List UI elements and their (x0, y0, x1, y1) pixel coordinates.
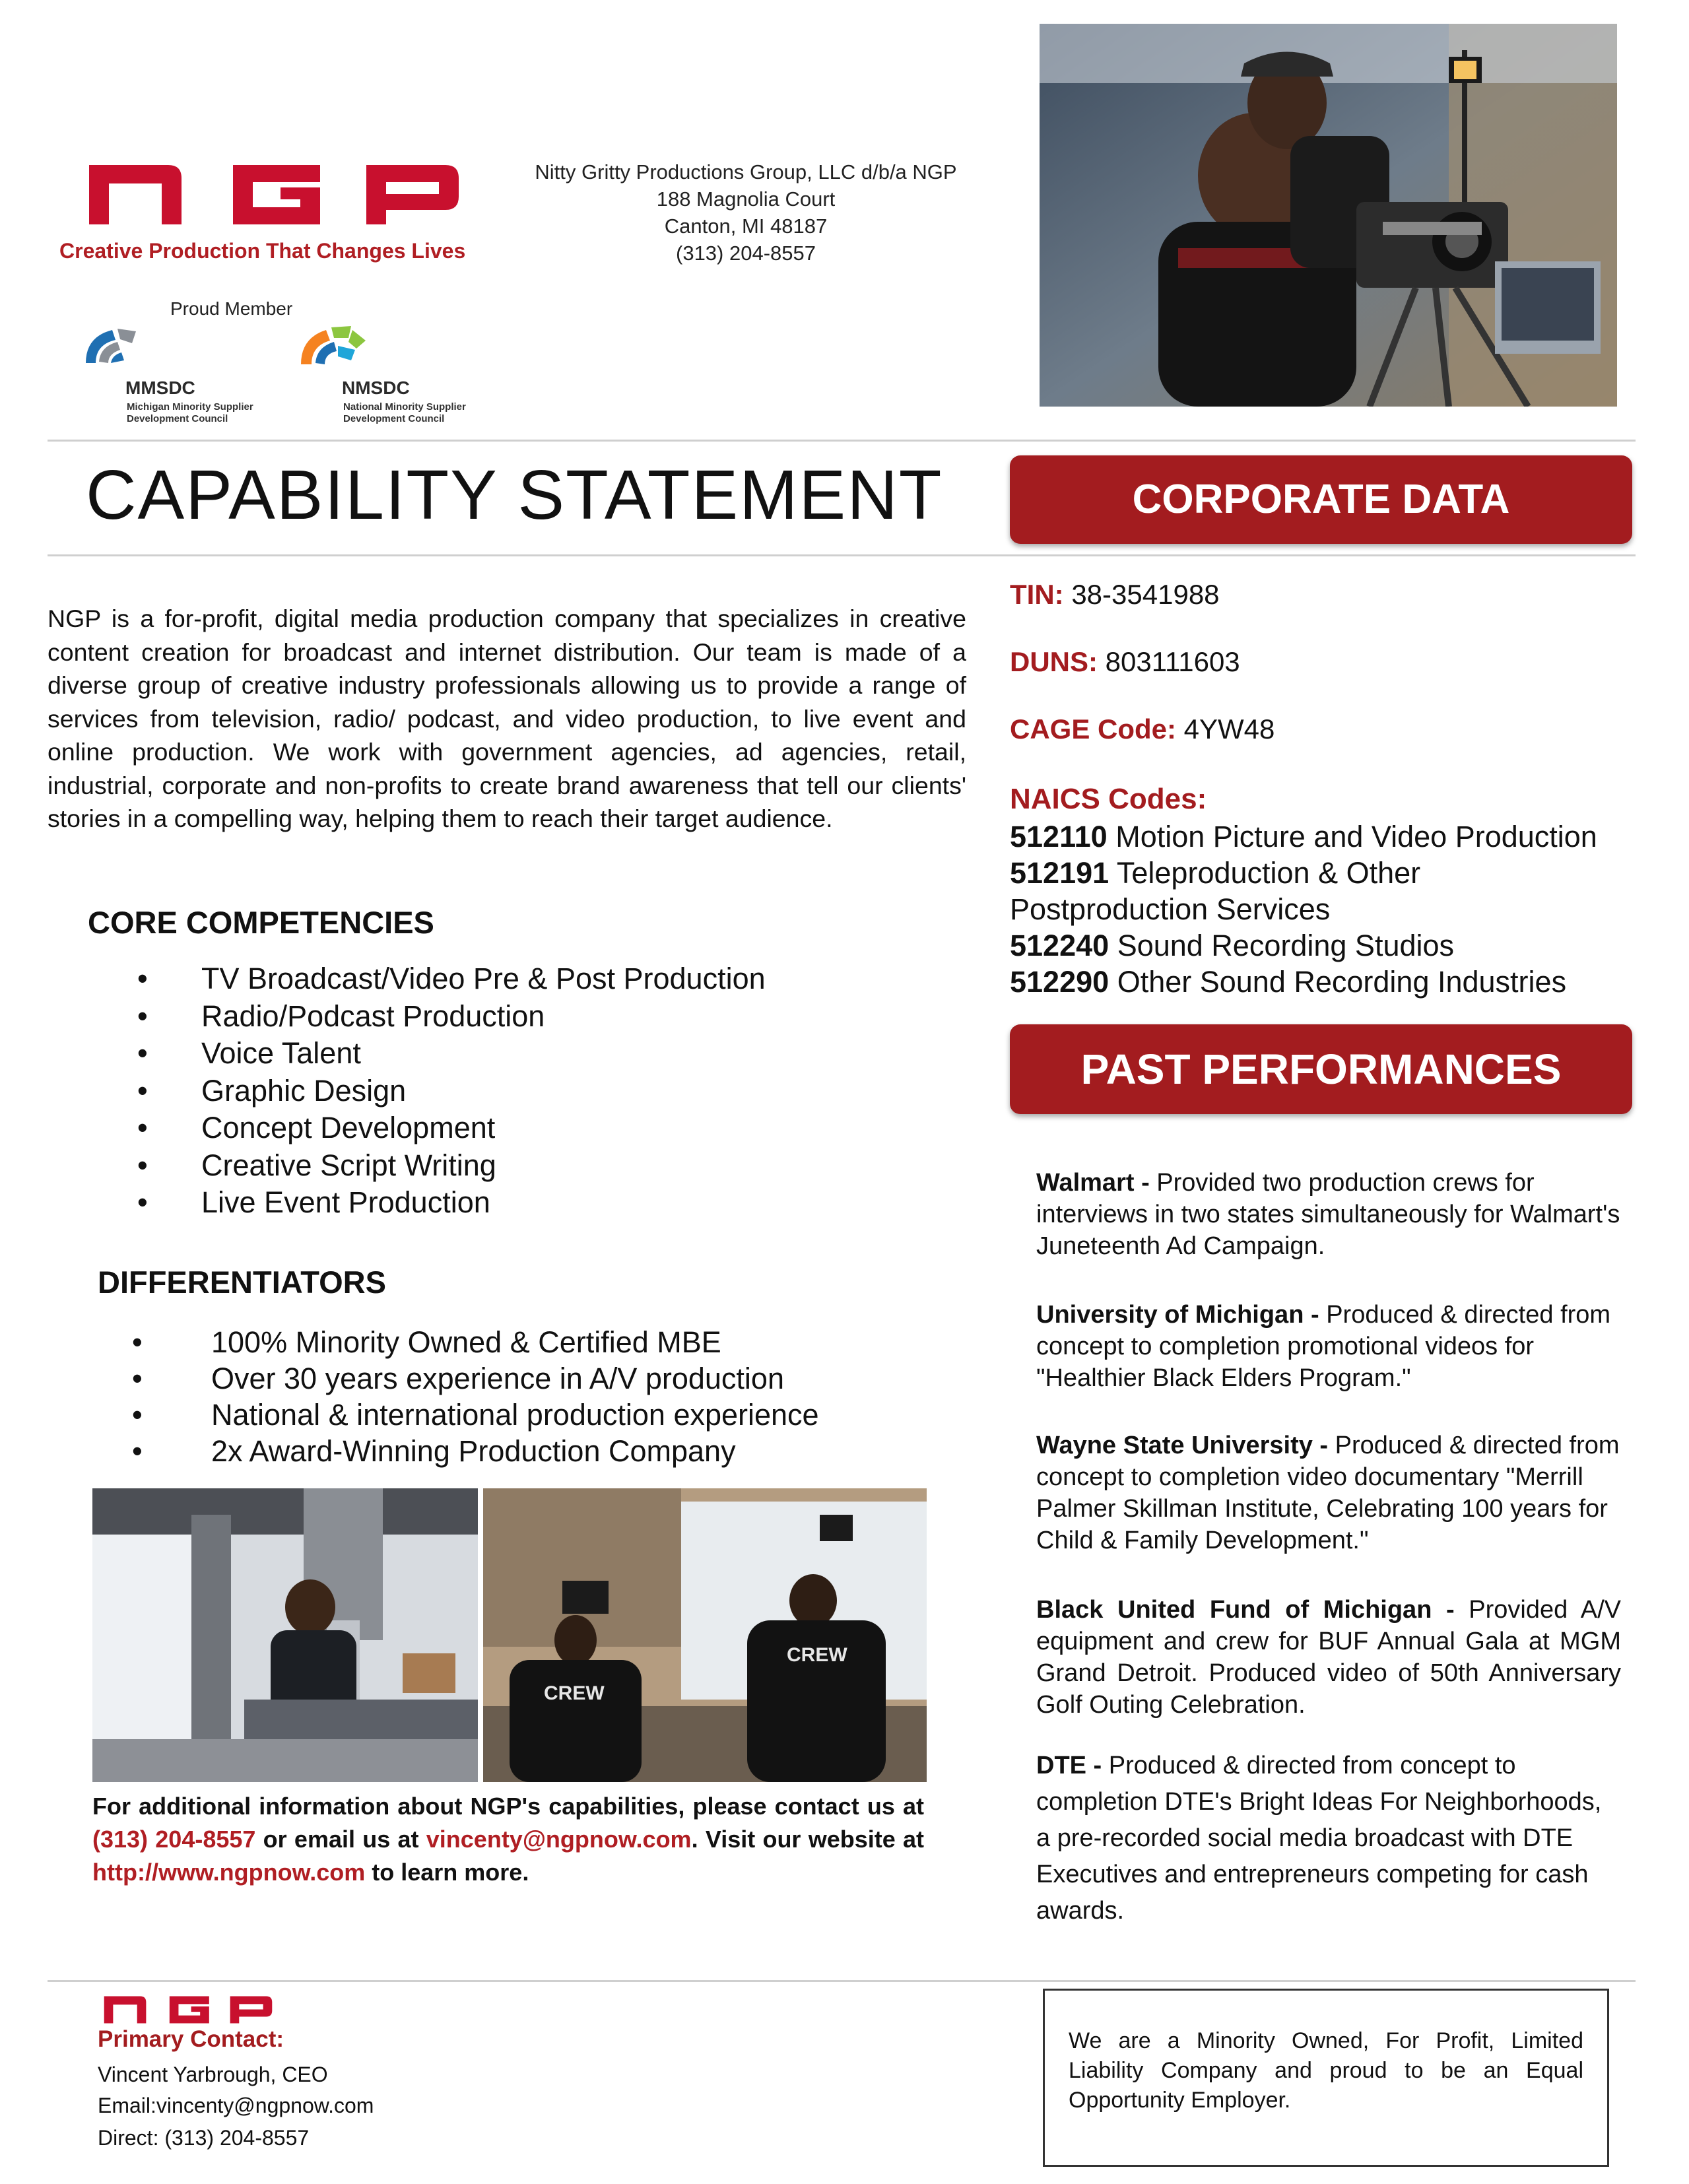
nmsdc-sub1: National Minority Supplier (343, 401, 466, 413)
contact-text-1: For additional information about NGP's capabilities, please contact us at (92, 1793, 924, 1820)
differentiators-heading: DIFFERENTIATORS (98, 1265, 386, 1300)
primary-contact-heading: Primary Contact: (98, 2026, 284, 2052)
intro-paragraph: NGP is a for-profit, digital media production company that specializes in creative content creation for broadcast and internet distribution. Our team is made of a diverse group of creative industry professionals allowing us to provide a range of services from television, radio/ podcast, and video production, to live event and online production. We work with government agencies, ad agencies, retail, industrial, corporate and non-profits to create brand awareness that tell our clients' stories in a compelling way, helping them to reach their target audience. (48, 605, 966, 832)
company-address (502, 158, 990, 267)
contact-text-2: or email us at (255, 1826, 426, 1853)
photo-crew-filming (483, 1488, 927, 1782)
page-title: CAPABILITY STATEMENT (86, 456, 943, 534)
list-item: • Radio/Podcast Production (99, 998, 957, 1036)
list-item: • TV Broadcast/Video Pre & Post Production (99, 960, 957, 998)
past-item-wayne-state: Wayne State University - Produced & directed from concept to completion video documentary "Merrill Palmer Skillman Institute, Celebrating 100 years for Child & Family Development." (1036, 1432, 1620, 1554)
company-phone: (313) 204-8557 (676, 242, 816, 265)
list-item: • Creative Script Writing (99, 1147, 957, 1185)
hero-photo-camera-crew (1040, 24, 1617, 407)
naics-item: 512290 Other Sound Recording Industries (1010, 965, 1567, 999)
list-item: • National & international production experience (92, 1397, 950, 1433)
past-item-buf: Black United Fund of Michigan - Provided A/V equipment and crew for BUF Annual Gala at MGM Grand Detroit. Produced video of 50th Anniversary Golf Outing Celebration. (1036, 1596, 1621, 1719)
tin-row (1010, 579, 1220, 611)
contact-phone-link[interactable]: (313) 204-8557 (92, 1826, 256, 1853)
differentiators-list (92, 1324, 950, 1469)
list-item: • 2x Award-Winning Production Company (92, 1433, 950, 1469)
title-divider (48, 554, 1636, 556)
naics-item: 512110 Motion Picture and Video Production (1010, 820, 1597, 853)
website-link[interactable]: http://www.ngpnow.com (92, 1859, 366, 1886)
cage-label: CAGE Code: (1010, 713, 1176, 745)
cage-value: 4YW48 (1183, 713, 1275, 745)
list-item: • Graphic Design (99, 1073, 957, 1110)
duns-value: 803111603 (1105, 646, 1240, 677)
past-item-walmart: Walmart - Provided two production crews for interviews in two states simultaneously for Walmart's Juneteenth Ad Campaign. (1036, 1169, 1620, 1260)
street-address: 188 Magnolia Court (656, 187, 836, 211)
header-divider (48, 440, 1636, 442)
eeo-notice-box (1043, 1989, 1609, 2167)
crew-shirt-text-left: CREW (544, 1682, 605, 1704)
footer-divider (48, 1980, 1636, 1982)
list-item: • Over 30 years experience in A/V production (92, 1360, 950, 1397)
nmsdc-mark-icon (296, 323, 368, 378)
core-competencies-list (99, 960, 957, 1222)
eeo-notice-text: We are a Minority Owned, For Profit, Limited Liability Company and proud to be an Equal Opportunity Employer. (1069, 2028, 1583, 2113)
past-item-umich: University of Michigan - Produced & directed from concept to completion promotional videos for "Healthier Black Elders Program." (1036, 1301, 1611, 1392)
past-performances-banner: PAST PERFORMANCES (1010, 1024, 1632, 1114)
list-item: • Live Event Production (99, 1184, 957, 1222)
tin-label: TIN: (1010, 579, 1064, 610)
naics-item: 512191 Teleproduction & Other Postproduction Services (1010, 856, 1421, 926)
contact-email-link[interactable]: vincenty@ngpnow.com (426, 1826, 692, 1853)
mmsdc-sub1: Michigan Minority Supplier (127, 401, 253, 413)
primary-contact-email[interactable]: Email:vincenty@ngpnow.com (98, 2094, 374, 2117)
photo-drill-press-shoot (92, 1488, 478, 1782)
nmsdc-name: NMSDC (342, 378, 410, 398)
mmsdc-sub2: Development Council (127, 413, 228, 424)
ngp-logo (89, 158, 459, 231)
contact-text-3: . Visit our website at (691, 1826, 924, 1853)
duns-label: DUNS: (1010, 646, 1098, 677)
nmsdc-logo (296, 323, 494, 436)
mmsdc-logo (79, 323, 271, 436)
primary-contact-name: Vincent Yarbrough, CEO (98, 2063, 328, 2086)
footer-ngp-logo (99, 1993, 277, 2026)
naics-list (1010, 818, 1643, 1000)
proud-member-label: Proud Member (170, 298, 293, 319)
mmsdc-mark-icon (79, 323, 139, 376)
contact-text-4: to learn more. (365, 1859, 529, 1886)
core-competencies-heading: CORE COMPETENCIES (88, 905, 434, 940)
list-item: • Concept Development (99, 1109, 957, 1147)
naics-heading: NAICS Codes: (1010, 783, 1207, 815)
cage-row (1010, 713, 1275, 745)
crew-shirt-text-right: CREW (787, 1644, 847, 1666)
list-item: • 100% Minority Owned & Certified MBE (92, 1324, 950, 1360)
naics-item: 512240 Sound Recording Studios (1010, 929, 1455, 962)
tin-value: 38-3541988 (1071, 579, 1220, 610)
corporate-data-banner: CORPORATE DATA (1010, 455, 1632, 544)
duns-row (1010, 646, 1240, 678)
past-item-dte: DTE - Produced & directed from concept to completion DTE's Bright Ideas For Neighborhoods, a pre-recorded social media broadcast with DTE Executives and entrepreneurs competing for cash awards. (1036, 1752, 1602, 1925)
tagline: Creative Production That Changes Lives (59, 239, 466, 263)
list-item: • Voice Talent (99, 1035, 957, 1073)
contact-paragraph (92, 1790, 924, 1889)
nmsdc-sub2: Development Council (343, 413, 445, 424)
primary-contact-phone[interactable]: Direct: (313) 204-8557 (98, 2126, 310, 2150)
city-state: Canton, MI 48187 (664, 215, 828, 238)
mmsdc-name: MMSDC (125, 378, 195, 398)
company-name: Nitty Gritty Productions Group, LLC d/b/a NGP (535, 160, 957, 183)
